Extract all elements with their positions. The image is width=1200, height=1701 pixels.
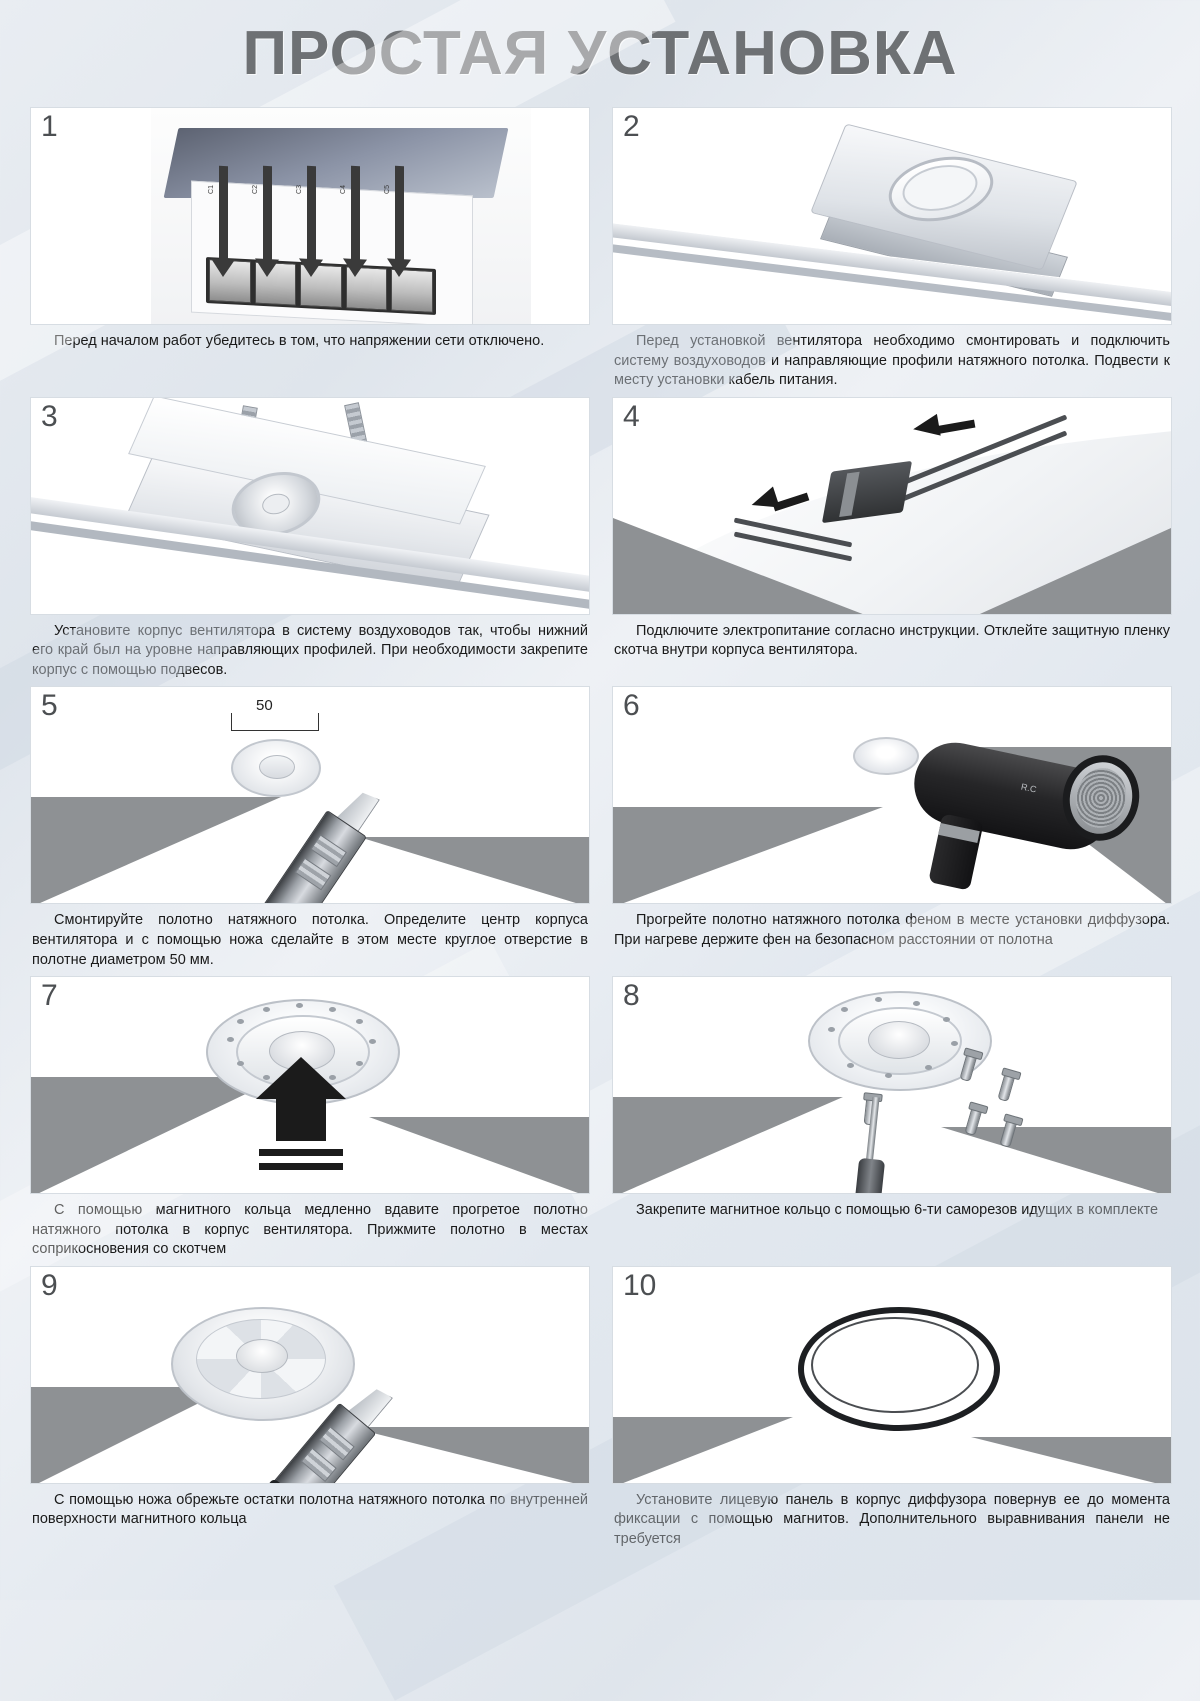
step-caption: С помощью ножа обрежьте остатки полотна натяжного потолка по внутренней поверхности магнитного кольца <box>32 1491 588 1528</box>
step-4 <box>612 397 1172 681</box>
step-8-figure <box>612 976 1172 1194</box>
hair-dryer-icon: R.C <box>913 745 1143 875</box>
dimension-line <box>231 713 319 731</box>
step-caption: С помощью магнитного кольца медленно вдавите прогретое полотно натяжного потолка в корпус вентилятора. Прижмите полотно в местах соприкосновения со скотчем <box>32 1202 588 1258</box>
step-10-figure <box>612 1266 1172 1484</box>
hair-dryer-heating-illustration <box>613 687 1171 903</box>
page-title: ПРОСТАЯ УСТАНОВКА <box>242 19 958 88</box>
step-4-figure <box>612 397 1172 615</box>
steps-grid <box>0 107 1200 1555</box>
step-2-figure <box>612 107 1172 325</box>
step-6 <box>612 686 1172 970</box>
step-7 <box>30 976 590 1260</box>
step-1-figure <box>30 107 590 325</box>
step-number: 7 <box>41 979 58 1013</box>
breaker-label: C3 <box>295 185 303 194</box>
fan-body-install-illustration <box>31 398 589 614</box>
breaker-label: C2 <box>251 185 259 194</box>
step-number: 3 <box>41 399 58 433</box>
cut-hole-illustration <box>31 687 589 903</box>
step-number: 6 <box>623 689 640 723</box>
face-panel-illustration <box>613 1267 1171 1483</box>
diffuser-icon <box>231 739 321 797</box>
breaker-label: C1 <box>207 185 215 194</box>
step-number: 10 <box>623 1268 657 1302</box>
step-caption: Установите корпус вентилятора в систему воздуховодов так, чтобы нижний его край был на уровне направляющих профилей. При необходимости закрепите корпус с помощью подвесов. <box>32 622 588 678</box>
screw-fixing-illustration <box>613 977 1171 1193</box>
step-number: 4 <box>623 399 640 433</box>
step-number: 2 <box>623 110 640 143</box>
step-2 <box>612 107 1172 391</box>
step-9-figure <box>30 1266 590 1484</box>
step-6-figure <box>612 686 1172 904</box>
step-5 <box>30 686 590 970</box>
trim-membrane-illustration <box>31 1267 589 1483</box>
step-caption: Смонтируйте полотно натяжного потолка. Определите центр корпуса вентилятора и с помощью ножа сделайте в этом месте круглое отверстие в полотне диаметром 50 мм. <box>32 912 588 968</box>
step-10 <box>612 1266 1172 1550</box>
step-5-figure <box>30 686 590 904</box>
step-7-figure <box>30 976 590 1194</box>
step-3 <box>30 397 590 681</box>
step-3-figure <box>30 397 590 615</box>
step-8 <box>612 976 1172 1260</box>
arrow-icon <box>911 414 940 440</box>
step-caption: Перед началом работ убедитесь в том, что напряжении сети отключено. <box>54 333 545 349</box>
step-number: 5 <box>41 689 58 723</box>
wiring-connection-illustration <box>613 398 1171 614</box>
step-caption: Установите лицевую панель в корпус диффузора повернув ее до момента фиксации с помощью магнитов. Дополнительного выравнивания панели не требуется <box>614 1491 1170 1547</box>
duct-system-illustration <box>613 108 1171 324</box>
breaker-panel-illustration <box>31 108 589 324</box>
step-caption: Закрепите магнитное кольцо с помощью 6-ти саморезов идущих в комплекте <box>636 1202 1159 1219</box>
step-number: 1 <box>41 110 58 143</box>
magnetic-ring-press-illustration <box>31 977 589 1193</box>
step-number: 9 <box>41 1268 58 1302</box>
step-caption: Подключите электропитание согласно инструкции. Отклейте защитную пленку скотча внутри корпуса вентилятора. <box>614 622 1170 659</box>
step-caption: Перед установкой вентилятора необходимо смонтировать и подключить систему воздуховодов и направляющие профили натяжного потолка. Подвести к месту установки кабель питания. <box>614 333 1170 389</box>
diffuser-icon <box>853 737 919 775</box>
step-caption: Прогрейте полотно натяжного потолка феном в месте установки диффузора. При нагреве держите фен на безопасном расстоянии от полотна <box>614 912 1170 948</box>
breaker-label: C4 <box>339 185 347 194</box>
breaker-label: C5 <box>383 185 391 194</box>
step-9 <box>30 1266 590 1550</box>
screw-icon <box>997 1072 1015 1102</box>
step-number: 8 <box>623 979 640 1013</box>
step-1 <box>30 107 590 391</box>
dimension-value: 50 <box>256 697 273 715</box>
